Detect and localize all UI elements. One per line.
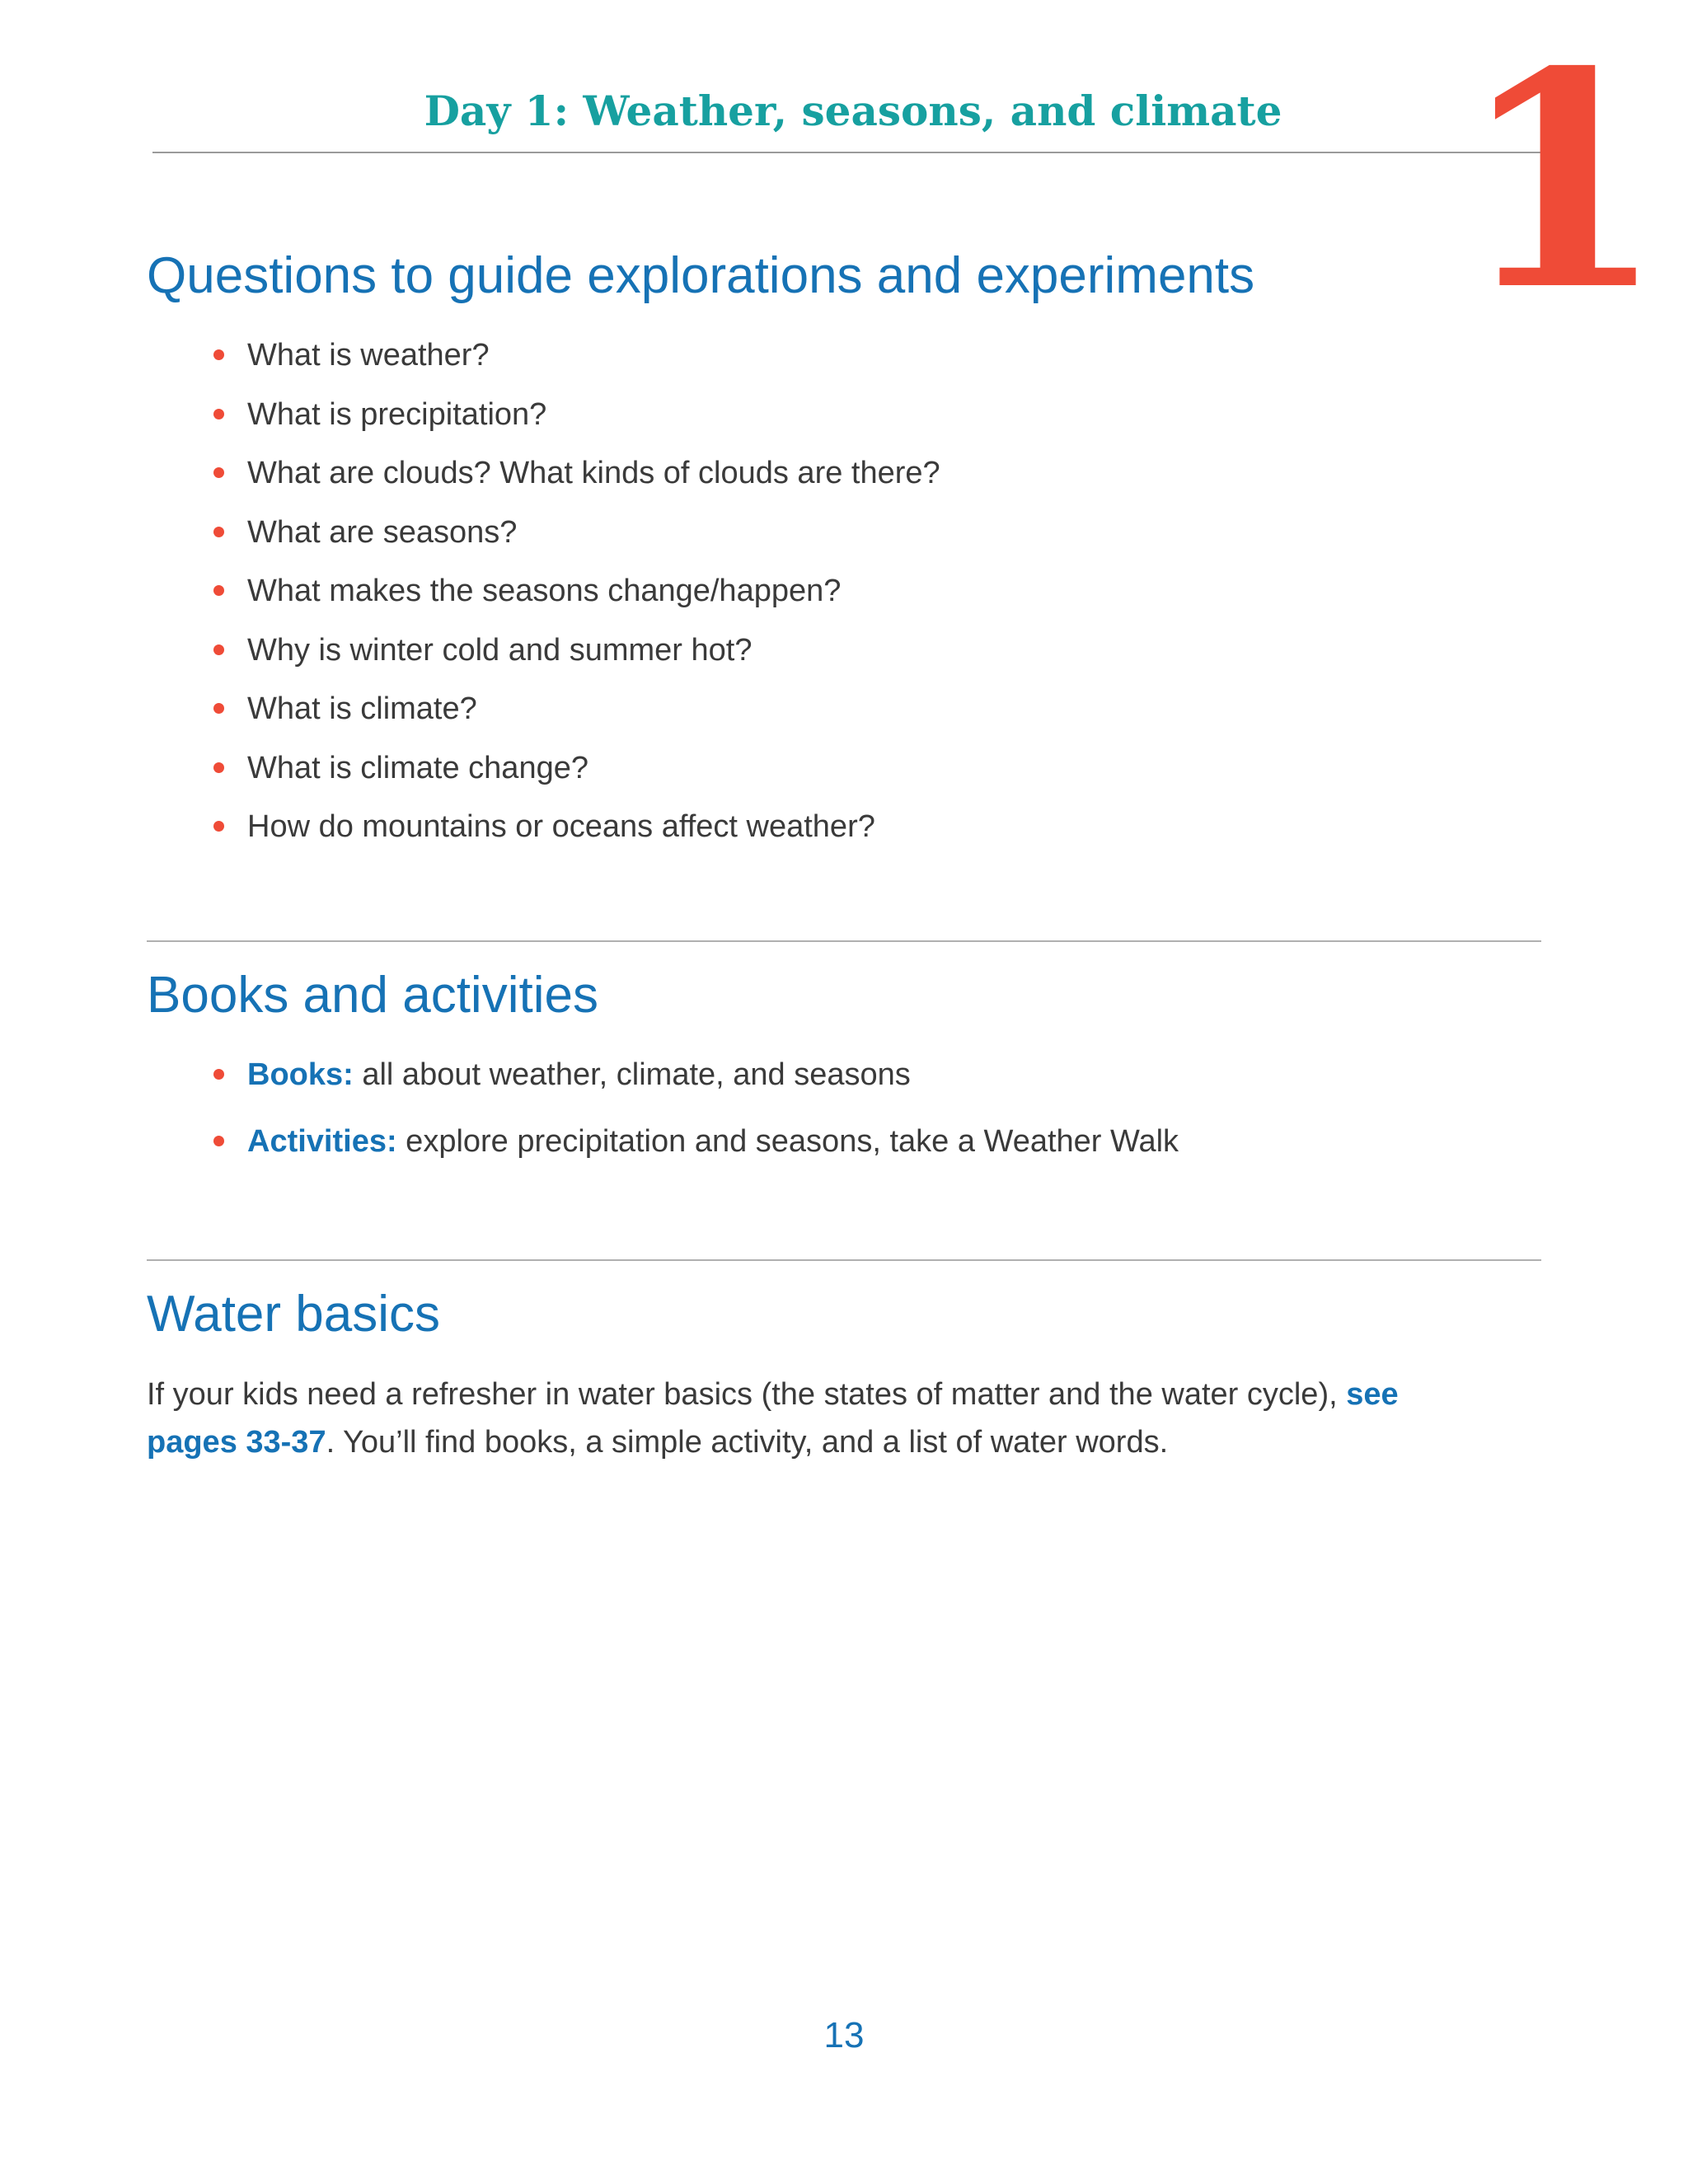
bullet-icon — [213, 1136, 224, 1146]
water-basics-heading: Water basics — [147, 1286, 441, 1343]
section-divider — [147, 1259, 1541, 1261]
list-item — [210, 511, 940, 570]
bullet-icon — [213, 1069, 224, 1080]
list-item — [210, 687, 940, 747]
list-item — [210, 629, 940, 688]
list-item — [210, 747, 940, 806]
list-item — [210, 393, 940, 452]
see-pages-link[interactable]: see pages 33-37 — [147, 1377, 1399, 1460]
bullet-icon — [213, 585, 224, 596]
question-text: What is precipitation? — [247, 396, 547, 432]
question-text: What is climate change? — [247, 750, 588, 785]
question-text: What are seasons? — [247, 514, 518, 550]
water-basics-paragraph — [147, 1371, 1465, 1466]
bullet-icon — [213, 762, 224, 773]
bullet-icon — [213, 467, 224, 478]
list-item — [210, 334, 940, 393]
list-item — [210, 569, 940, 629]
paragraph-text: If your kids need a refresher in water basics (the states of matter and the water cycle), — [147, 1377, 1347, 1412]
activities-label: Activities: — [247, 1124, 397, 1159]
list-item — [210, 452, 940, 511]
question-text: How do mountains or oceans affect weather? — [247, 809, 875, 844]
list-item — [210, 1120, 1179, 1187]
books-activities-heading: Books and activities — [147, 967, 598, 1024]
bullet-icon — [213, 349, 224, 360]
question-text: What is climate? — [247, 691, 477, 726]
question-text: Why is winter cold and summer hot? — [247, 632, 753, 668]
day-number-badge: 1 — [1459, 7, 1666, 355]
list-item — [210, 805, 940, 865]
books-activities-list — [210, 1053, 1179, 1187]
question-text: What is weather? — [247, 338, 490, 373]
page-header-title: Day 1: Weather, seasons, and climate — [424, 87, 1282, 135]
page-number: 13 — [823, 2015, 865, 2055]
paragraph-text: . You’ll find books, a simple activity, and a list of water words. — [326, 1425, 1169, 1460]
books-label: Books: — [247, 1057, 354, 1092]
questions-list — [210, 334, 940, 865]
bullet-icon — [213, 821, 224, 832]
bullet-icon — [213, 703, 224, 714]
questions-heading: Questions to guide explorations and experiments — [147, 247, 1255, 304]
bullet-icon — [213, 527, 224, 537]
books-text: all about weather, climate, and seasons — [353, 1057, 911, 1092]
header-rule — [152, 152, 1541, 153]
question-text: What makes the seasons change/happen? — [247, 574, 842, 608]
section-divider — [147, 940, 1541, 942]
question-text: What are clouds? What kinds of clouds are there? — [247, 456, 940, 490]
activities-text: explore precipitation and seasons, take a Weather Walk — [396, 1124, 1179, 1159]
bullet-icon — [213, 409, 224, 419]
list-item — [210, 1053, 1179, 1120]
bullet-icon — [213, 644, 224, 655]
